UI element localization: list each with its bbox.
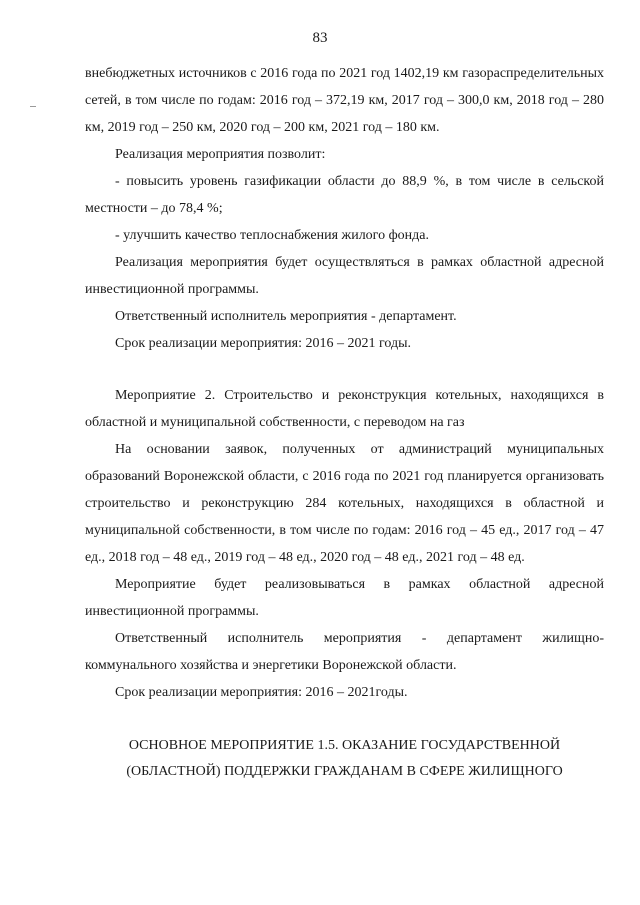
paragraph-boilers-responsible: Ответственный исполнитель мероприятия - департамент жилищно-коммунального хозяйства и энергетики Воронежской области. [85,631,604,673]
paragraph-investment-program: Реализация мероприятия будет осуществляться в рамках областной адресной инвестиционной программы. [85,255,604,297]
paragraph-heat-supply: - улучшить качество теплоснабжения жилого фонда. [115,228,429,243]
paragraph-boilers-plan: На основании заявок, полученных от администраций муниципальных образований Воронежской области, с 2016 года по 2021 год планируется организовать строительство и реконструкцию 284 котельных, находящихся в областной и муниципальной собственности, в том числе по годам: 2016 год – 45 ед., 2017 год – 47 ед., 2018 год – 48 ед., 2019 год – 48 ед., 2020 год – 48 ед., 2021 год – 48 ед. [85,442,604,565]
paragraph-responsible: Ответственный исполнитель мероприятия - департамент. [115,309,457,324]
paragraph-allows: Реализация мероприятия позволит: [115,147,326,162]
paragraph-boilers-program: Мероприятие будет реализовываться в рамках областной адресной инвестиционной программы. [85,577,604,619]
main-heading-line-1: ОСНОВНОЕ МЕРОПРИЯТИЕ 1.5. ОКАЗАНИЕ ГОСУДАРСТВЕННОЙ [128,738,561,753]
paragraph-period: Срок реализации мероприятия: 2016 – 2021 годы. [115,336,412,351]
section-title-boilers: Мероприятие 2. Строительство и реконструкция котельных, находящихся в областной и муниципальной собственности, с переводом на газ [85,388,604,430]
spacer [85,357,604,382]
document-body [85,60,604,785]
page-number: 83 [312,30,328,46]
paragraph-funding-networks: внебюджетных источников с 2016 года по 2021 год 1402,19 км газораспределительных сетей, в том числе по годам: 2016 год – 372,19 км, 2017 год – 300,0 км, 2018 год – 280 км, 2019 год – 250 км, 2020 год – 200 км, 2021 год – 180 км. [85,66,604,135]
main-heading-line-2: (ОБЛАСТНОЙ) ПОДДЕРЖКИ ГРАЖДАНАМ В СФЕРЕ ЖИЛИЩНОГО [126,764,563,779]
spacer [85,706,604,733]
margin-mark [30,106,36,107]
paragraph-gasification-level: - повысить уровень газификации области до 88,9 %, в том числе в сельской местности – до 78,4 %; [85,174,604,216]
paragraph-boilers-period: Срок реализации мероприятия: 2016 – 2021годы. [115,685,408,700]
